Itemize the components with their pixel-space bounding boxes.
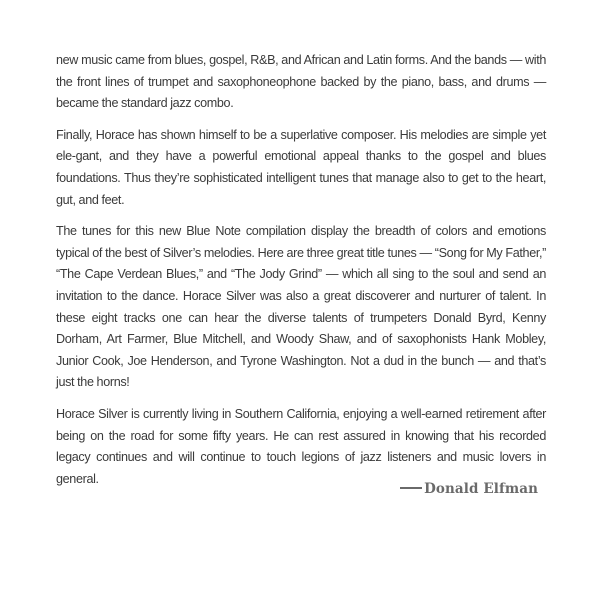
liner-notes-body: [56, 50, 546, 500]
paragraph-blues-origins: new music came from blues, gospel, R&B, and African and Latin forms. And the bands — with the front lines of trumpet and saxophoneophone backed by the piano, bass, and drums — became the standard jazz combo.: [56, 53, 546, 111]
author-name: Donald Elfman: [424, 481, 538, 497]
paragraph-composer: Finally, Horace has shown himself to be a superlative composer. His melodies are simple yet ele-gant, and they have a powerful emotional appeal thanks to the gospel and blues foundations. Thus they’re sophisticated intelligent tunes that manage also to get to the heart, gut, and feet.: [56, 127, 546, 207]
author-signature: [400, 481, 538, 497]
paragraph-retirement: Horace Silver is currently living in Southern California, enjoying a well-earned retirement after being on the road for some fifty years. He can rest assured in knowing that his recorded legacy continues and will continue to touch legions of jazz listeners and music lovers in general.: [56, 406, 546, 486]
paragraph-compilation: The tunes for this new Blue Note compilation display the breadth of colors and emotions typical of the best of Silver’s melodies. Here are three great title tunes — “Song for My Father,” “The Cape Verdean Blues,” and “The Jody Grind” — which all sing to the soul and send an invitation to the dance. Horace Silver was also a great discoverer and nurturer of talent. In these eight tracks one can hear the diverse talents of trumpeters Donald Byrd, Kenny Dorham, Art Farmer, Blue Mitchell, and Woody Shaw, and of saxophonists Hank Mobley, Junior Cook, Joe Henderson, and Tyrone Washington. Not a dud in the bunch — and that’s just the horns!: [56, 224, 546, 390]
em-dash-rule: [400, 487, 422, 489]
